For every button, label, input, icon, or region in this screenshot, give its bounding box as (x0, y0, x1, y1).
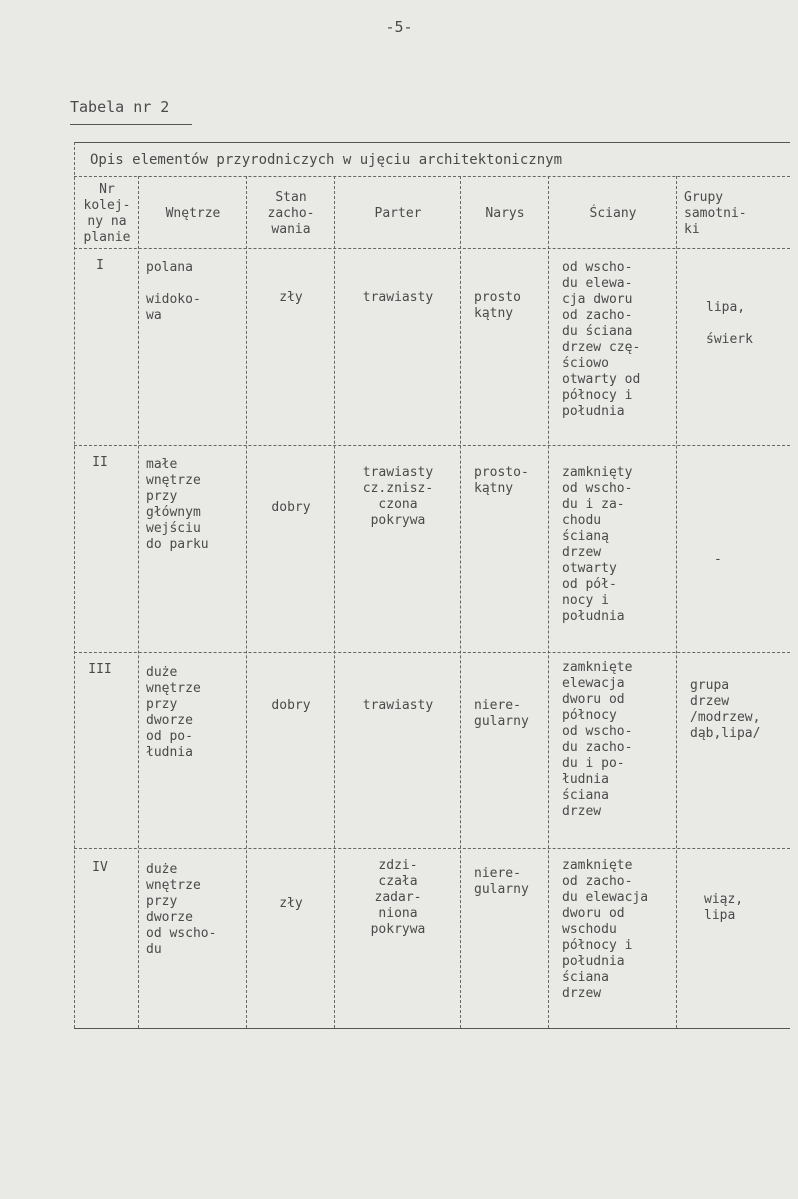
row-4-nr: IV (92, 860, 108, 875)
row-4-sciany: zamknięte od zacho- du elewacja dworu od wschodu północy i południa ściana drzew (562, 858, 649, 1001)
header-nr: Nr kolej- ny na planie (83, 182, 131, 245)
page-number: -5- (385, 18, 413, 36)
column-divider (138, 176, 139, 1028)
header-narys: Narys (485, 206, 525, 221)
header-parter: Parter (374, 206, 422, 221)
row-4-stan: zły (279, 896, 303, 911)
row-3-narys: niere- gularny (474, 698, 529, 729)
row-2-bottom-rule (74, 652, 790, 653)
caption-bottom-rule (74, 176, 790, 177)
row-3-parter: trawiasty (362, 698, 434, 713)
header-grupy: Grupy samotni- ki (684, 190, 747, 237)
header-sciany: Ściany (589, 206, 637, 221)
row-3-sciany: zamknięte elewacja dworu od północy od wscho- du zacho- du i po- łudnia ściana drzew (562, 660, 633, 819)
row-1-grupy: lipa, świerk (706, 300, 753, 347)
left-border (74, 142, 75, 1028)
row-4-wnetrze: duże wnętrze przy dworze od wscho- du (146, 862, 217, 957)
table-caption: Opis elementów przyrodniczych w ujęciu architektonicznym (90, 152, 563, 168)
row-4-narys: niere- gularny (474, 866, 529, 897)
row-4-grupy: wiąz, lipa (704, 892, 744, 923)
column-divider (460, 176, 461, 1028)
table-bottom-border (74, 1028, 790, 1029)
row-3-nr: III (88, 662, 112, 677)
header-stan: Stan zacho- wania (267, 190, 315, 237)
row-1-bottom-rule (74, 445, 790, 446)
row-2-sciany: zamknięty od wscho- du i za- chodu ścianą drzew otwarty od pół- nocy i południa (562, 465, 633, 624)
column-divider (676, 176, 677, 1028)
row-2-nr: II (92, 455, 108, 470)
column-divider (334, 176, 335, 1028)
row-2-wnetrze: małe wnętrze przy głównym wejściu do parku (146, 457, 209, 552)
table-top-border (74, 142, 790, 143)
row-2-grupy: - (714, 552, 722, 567)
row-1-wnetrze: polana widoko- wa (146, 260, 201, 323)
row-3-wnetrze: duże wnętrze przy dworze od po- łudnia (146, 665, 201, 760)
row-2-narys: prosto- kątny (474, 465, 529, 496)
row-2-parter: trawiasty cz.znisz- czona pokrywa (362, 465, 434, 528)
header-wnetrze: Wnętrze (165, 206, 221, 221)
column-divider (548, 176, 549, 1028)
table-title: Tabela nr 2 (70, 98, 170, 116)
row-4-parter: zdzi- czała zadar- niona pokrywa (370, 858, 426, 937)
row-1-nr: I (96, 258, 104, 273)
row-3-stan: dobry (271, 698, 311, 713)
row-1-parter: trawiasty (362, 290, 434, 305)
column-divider (246, 176, 247, 1028)
row-3-bottom-rule (74, 848, 790, 849)
row-1-narys: prosto kątny (474, 290, 521, 321)
row-1-sciany: od wscho- du elewa- cja dworu od zacho- du ściana drzew czę- ściowo otwarty od północy i południa (562, 260, 641, 419)
row-3-grupy: grupa drzew /modrzew, dąb,lipa/ (690, 678, 761, 741)
row-1-stan: zły (279, 290, 303, 305)
row-2-stan: dobry (271, 500, 311, 515)
header-bottom-rule (74, 248, 790, 249)
